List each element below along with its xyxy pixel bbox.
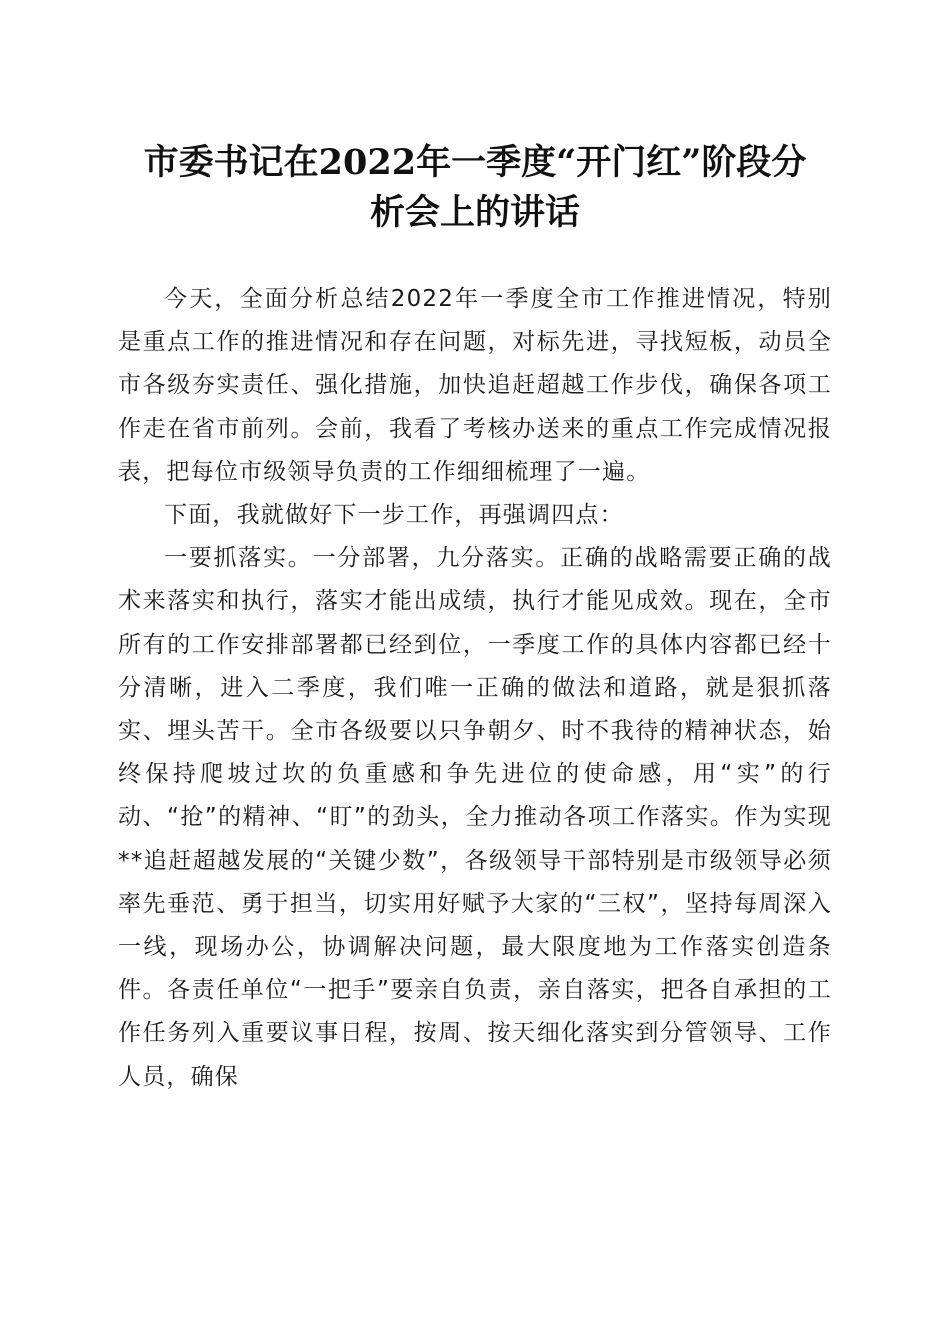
- title-line-2: 析会上的讲话: [369, 192, 580, 233]
- title-line-1: 市委书记在2022年一季度“开门红”阶段分: [143, 142, 807, 183]
- document-title: [118, 138, 832, 238]
- document-body: [118, 278, 832, 1099]
- paragraph-transition: 下面，我就做好下一步工作，再强调四点：: [164, 502, 624, 529]
- paragraph-point-one: 一要抓落实。一分部署，九分落实。正确的战略需要正确的战术来落实和执行，落实才能出成绩，执行才能见成效。现在，全市所有的工作安排部署都已经到位，一季度工作的具体内容都已经十分清晰，进入二季度，我们唯一正确的做法和道路，就是狠抓落实、埋头苦干。全市各级要以只争朝夕、时不我待的精神状态，始终保持爬坡过坎的负重感和争先进位的使命感，用“实”的行动、“抢”的精神、“盯”的劲头，全力推动各项工作落实。作为实现**追赶超越发展的“关键少数”，各级领导干部特别是市级领导必须率先垂范、勇于担当，切实用好赋予大家的“三权”，坚持每周深入一线，现场办公，协调解决问题，最大限度地为工作落实创造条件。各责任单位“一把手”要亲自负责，亲自落实，把各自承担的工作任务列入重要议事日程，按周、按天细化落实到分管领导、工作人员，确保: [118, 545, 832, 1090]
- paragraph-intro: 今天，全面分析总结2022年一季度全市工作推进情况，特别是重点工作的推进情况和存在问题，对标先进，寻找短板，动员全市各级夯实责任、强化措施，加快追赶超越工作步伐，确保各项工作走在省市前列。会前，我看了考核办送来的重点工作完成情况报表，把每位市级领导负责的工作细细梳理了一遍。: [118, 286, 832, 485]
